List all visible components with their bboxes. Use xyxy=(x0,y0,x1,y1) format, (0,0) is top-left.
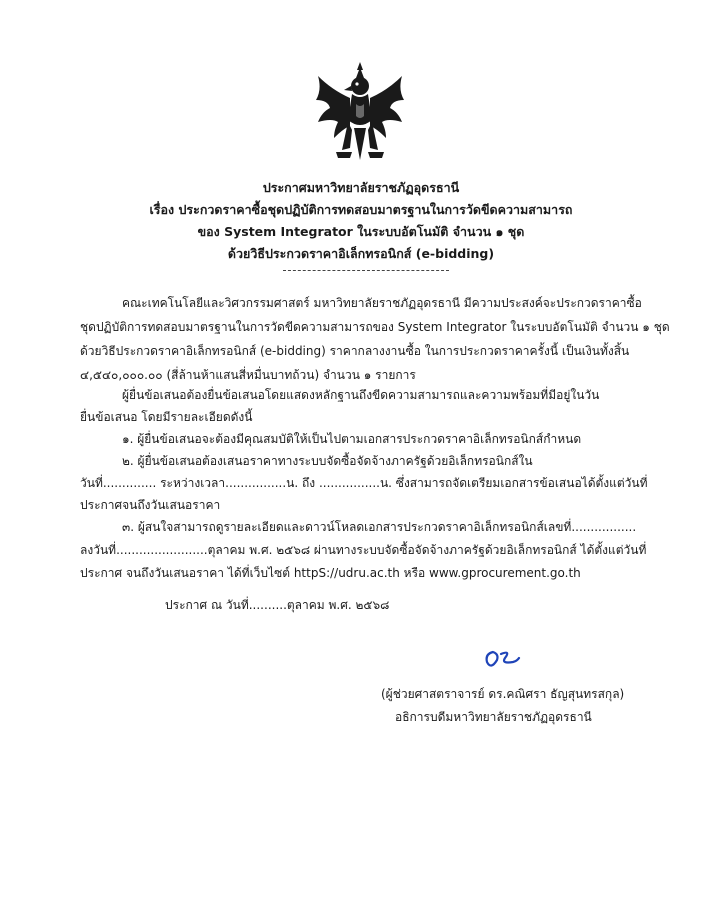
list-item-3-line-3: ประกาศ จนถึงวันเสนอราคา ได้ที่เว็บไซต์ httpS://udru.ac.th หรือ www.gprocurement.go.th xyxy=(80,566,581,580)
title-line-4: ด้วยวิธีประกวดราคาอิเล็กทรอนิกส์ (e-bidding) xyxy=(227,246,495,261)
paragraph-1-line-2: ชุดปฏิบัติการทดสอบมาตรฐานในการวัดขีดความสามารถของ System Integrator ในระบบอัตโนมัติ จำนวน ๑ ชุด xyxy=(80,320,670,334)
title-line-3: ของ System Integrator ในระบบอัตโนมัติ จำนวน ๑ ชุด xyxy=(197,224,525,239)
title-divider xyxy=(283,270,449,271)
list-item-2-line-2: วันที่.............. ระหว่างเวลา................น. ถึง ................น. ซึ่งสามารถจัดเตรียมเอกสารข้อเสนอได้ตั้งแต่วันที่ xyxy=(80,476,648,490)
handwritten-signature xyxy=(483,646,523,672)
list-item-2-line-1: ๒. ผู้ยื่นข้อเสนอต้องเสนอราคาทางระบบจัดซื้อจัดจ้างภาครัฐด้วยอิเล็กทรอนิกส์ใน xyxy=(122,454,533,468)
paragraph-1-line-1: คณะเทคโนโลยีและวิศวกรรมศาสตร์ มหาวิทยาลัยราชภัฏอุดรธานี มีความประสงค์จะประกวดราคาซื้อ xyxy=(122,296,642,310)
garuda-emblem-icon xyxy=(312,60,408,170)
title-line-1: ประกาศมหาวิทยาลัยราชภัฏอุดรธานี xyxy=(262,180,460,195)
list-item-3-line-1: ๓. ผู้สนใจสามารถดูรายละเอียดและดาวน์โหลดเอกสารประกวดราคาอิเล็กทรอนิกส์เลขที่................. xyxy=(122,520,637,534)
paragraph-1-line-4: ๔,๕๔๐,๐๐๐.๐๐ (สี่ล้านห้าแสนสี่หมื่นบาทถ้วน) จำนวน ๑ รายการ xyxy=(80,368,416,382)
signatory-name: (ผู้ช่วยศาสตราจารย์ ดร.คณิศรา ธัญสุนทรสกุล) xyxy=(381,687,625,701)
list-item-3-line-2: ลงวันที่........................ตุลาคม พ.ศ. ๒๕๖๘ ผ่านทางระบบจัดซื้อจัดจ้างภาครัฐด้วยอิเล็กทรอนิกส์ ได้ตั้งแต่วันที่ xyxy=(80,543,647,557)
title-line-2: เรื่อง ประกวดราคาซื้อชุดปฏิบัติการทดสอบมาตรฐานในการวัดขีดความสามารถ xyxy=(149,202,573,217)
announce-date: ประกาศ ณ วันที่..........ตุลาคม พ.ศ. ๒๕๖๘ xyxy=(165,598,390,612)
list-item-2-line-3: ประกาศจนถึงวันเสนอราคา xyxy=(80,498,221,512)
paragraph-2-line-2: ยื่นข้อเสนอ โดยมีรายละเอียดดังนี้ xyxy=(80,410,253,424)
list-item-1: ๑. ผู้ยื่นข้อเสนอจะต้องมีคุณสมบัติให้เป็นไปตามเอกสารประกวดราคาอิเล็กทรอนิกส์กำหนด xyxy=(122,432,582,446)
paragraph-2-line-1: ผู้ยื่นข้อเสนอต้องยื่นข้อเสนอโดยแสดงหลักฐานถึงขีดความสามารถและความพร้อมที่มีอยู่ในวัน xyxy=(122,388,600,402)
paragraph-1-line-3: ด้วยวิธีประกวดราคาอิเล็กทรอนิกส์ (e-bidding) ราคากลางงานซื้อ ในการประกวดราคาครั้งนี้ เป็นเงินทั้งสิ้น xyxy=(80,344,630,358)
signatory-title: อธิการบดีมหาวิทยาลัยราชภัฏอุดรธานี xyxy=(395,710,592,724)
